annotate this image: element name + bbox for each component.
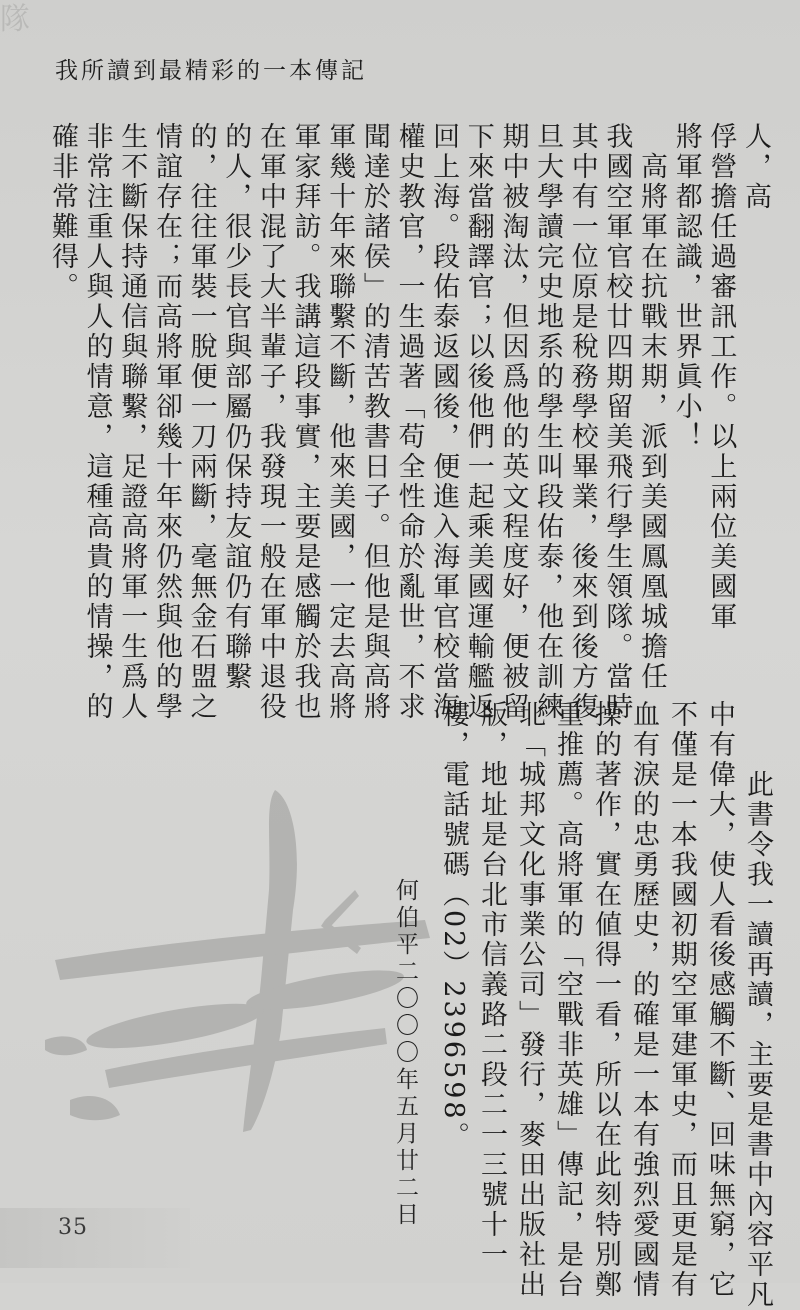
text-column: 回上海。段佑泰返國後，便進入海軍官校當海 xyxy=(428,122,460,722)
text-column: 高將軍在抗戰末期，派到美國鳳凰城擔任 xyxy=(636,122,668,692)
text-column: 不僅是一本我國初期空軍建軍史，而且更是有 xyxy=(666,700,697,1300)
text-column: 的，往往軍裝一脫便一刀兩斷，毫無金石盟之 xyxy=(185,122,217,722)
header-ghost-text: 隊 xyxy=(0,2,34,37)
text-column: 人，高 xyxy=(740,122,771,212)
text-column: 的人，很少長官與部屬仍保持友誼仍有聯繫 xyxy=(220,122,252,692)
text-column: 旦大學讀完史地系的學生叫段佑泰，他在訓練 xyxy=(532,122,564,722)
text-column: 確非常難得。 xyxy=(47,122,78,302)
page-number: 35 xyxy=(58,1215,88,1240)
text-column: 其中有一位原是稅務學校畢業，後來到後方復 xyxy=(566,122,598,722)
text-column: 操的著作，實在値得一看，所以在此刻特別鄭 xyxy=(590,700,621,1300)
text-column: 期中被淘汰，但因爲他的英文程度好，便被留 xyxy=(497,122,529,722)
text-column: 中有偉大，使人看後感觸不斷、回味無窮，它 xyxy=(704,700,735,1300)
footer-ghost-band xyxy=(0,1208,190,1268)
text-column: 樓，電話號碼（02）2396598。 xyxy=(438,700,469,1152)
text-column: 血有淚的忠勇歷史，的確是一本有強烈愛國情 xyxy=(628,700,659,1300)
text-column: 聞達於諸侯」的清苦教書日子。但他是與高將 xyxy=(358,122,390,722)
text-column: 下來當翻譯官；以後他們一起乘美國運輸艦返 xyxy=(462,122,494,722)
text-column: 軍幾十年來聯繫不斷，他來美國，一定去高將 xyxy=(324,122,356,722)
text-column: 版，地址是台北市信義路二段二一三號十一 xyxy=(476,700,507,1270)
signature-date: 何伯平二〇〇〇年五月廿二日 xyxy=(392,878,418,1229)
text-column: 我國空軍官校廿四期留美飛行學生領隊。當時 xyxy=(601,122,633,722)
text-column: 俘營擔任過審訊工作。以上兩位美國軍 xyxy=(705,122,737,632)
text-column: 將軍都認識，世界眞小！ xyxy=(670,122,702,452)
text-column: 情誼存在；而高將軍卻幾十年來仍然與他的學 xyxy=(150,122,182,722)
text-column: 此書令我一讀再讀，主要是書中內容平凡 xyxy=(742,740,773,1310)
text-column: 北「城邦文化事業公司」發行，麥田出版社出 xyxy=(514,700,545,1300)
text-column: 非常注重人與人的情意，這種高貴的情操，的 xyxy=(81,122,113,722)
text-column: 權史教官，一生過著「苟全性命於亂世，不求 xyxy=(393,122,425,722)
text-column: 在軍中混了大半輩子，我發現一般在軍中退役 xyxy=(254,122,286,722)
text-column: 重推薦。高將軍的「空戰非英雄」傳記，是台 xyxy=(552,700,583,1300)
text-column: 生不斷保持通信與聯繫，足證高將軍一生爲人 xyxy=(116,122,148,722)
text-column: 軍家拜訪。我講這段事實，主要是感觸於我也 xyxy=(289,122,321,722)
running-header-title: 我所讀到最精彩的一本傳記 xyxy=(55,58,367,84)
